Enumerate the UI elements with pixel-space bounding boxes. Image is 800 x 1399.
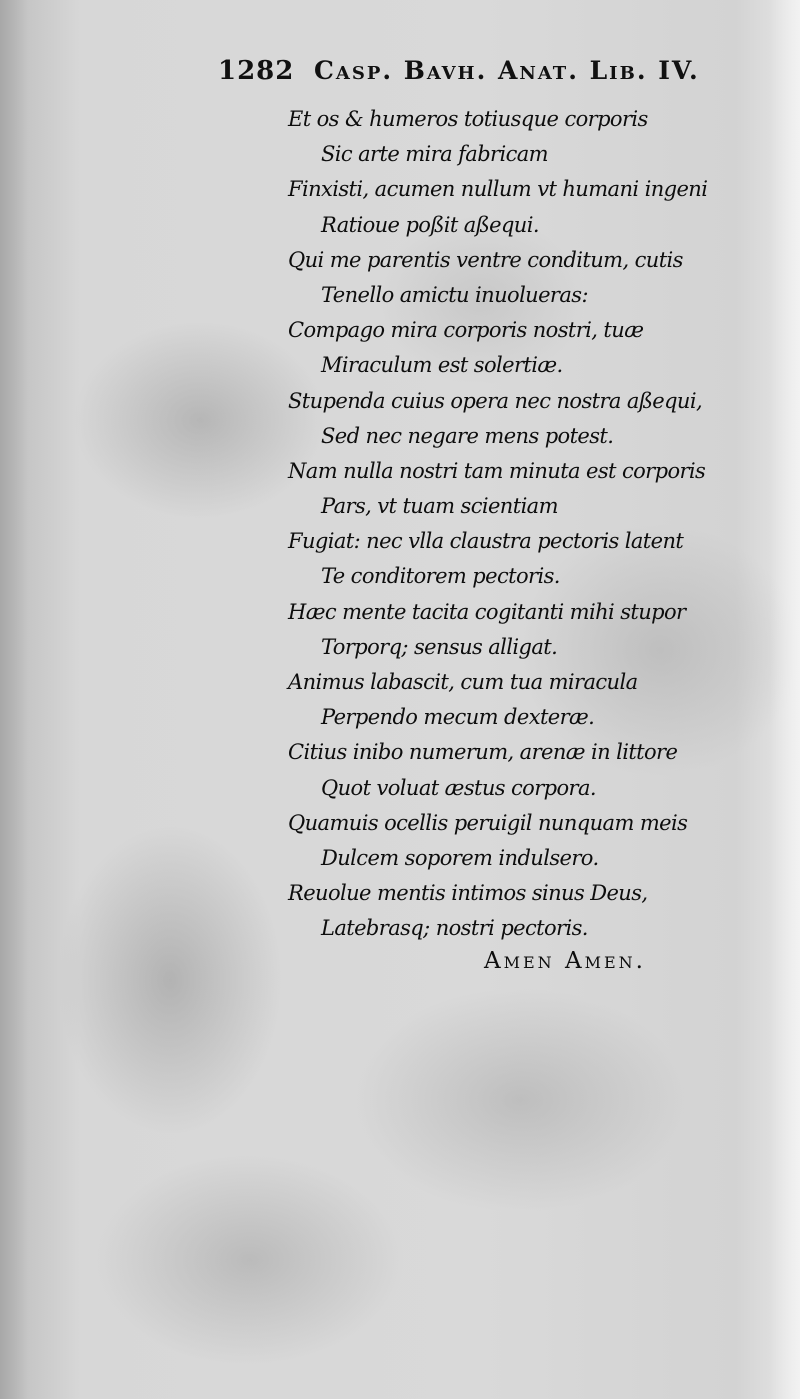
poem-line: Miraculum est solertiæ. bbox=[321, 353, 563, 378]
gutter-shadow bbox=[0, 0, 28, 1399]
poem-line: Quot voluat æstus corpora. bbox=[321, 775, 596, 800]
poem-line: Finxisti, acumen nullum vt humani ingeni bbox=[288, 177, 708, 202]
poem-line: Tenello amictu inuolueras: bbox=[321, 282, 588, 307]
poem-line: Pars, vt tuam scientiam bbox=[321, 494, 558, 519]
poem-line: Latebrasq; nostri pectoris. bbox=[321, 916, 588, 941]
running-title: Casp. Bavh. Anat. Lib. IV. bbox=[314, 56, 700, 85]
poem-line: Citius inibo numerum, arenæ in littore bbox=[288, 740, 678, 765]
poem-line: Fugiat: nec vlla claustra pectoris latent bbox=[288, 529, 684, 554]
poem-line: Perpendo mecum dexteræ. bbox=[321, 705, 595, 730]
poem-line: Sic arte mira fabricam bbox=[321, 142, 548, 167]
closing-amen: Amen Amen. bbox=[484, 948, 646, 974]
page-number: 1282 bbox=[218, 56, 295, 86]
poem-text bbox=[288, 102, 718, 947]
poem-line: Quamuis ocellis peruigil nunquam meis bbox=[288, 810, 688, 835]
poem-line: Sed nec negare mens potest. bbox=[321, 423, 614, 448]
poem-line: Reuolue mentis intimos sinus Deus, bbox=[288, 881, 648, 906]
poem-line: Et os & humeros totiusque corporis bbox=[288, 107, 648, 131]
running-head bbox=[218, 52, 738, 102]
poem-line: Ratioue poßit aßequi. bbox=[321, 212, 539, 237]
poem-line: Animus labascit, cum tua miracula bbox=[288, 670, 638, 694]
poem-line: Torporq; sensus alligat. bbox=[321, 634, 558, 659]
poem-line: Qui me parentis ventre conditum, cutis bbox=[288, 247, 683, 272]
poem-line: Dulcem soporem indulsero. bbox=[321, 845, 599, 870]
poem-line: Nam nulla nostri tam minuta est corporis bbox=[288, 458, 706, 483]
poem-line: Compago mira corporis nostri, tuæ bbox=[288, 318, 644, 343]
poem-line: Te conditorem pectoris. bbox=[321, 564, 560, 589]
poem-line: Stupenda cuius opera nec nostra aßequi, bbox=[288, 388, 703, 413]
poem-line: Hæc mente tacita cogitanti mihi stupor bbox=[288, 599, 686, 624]
page-edge bbox=[770, 0, 800, 1399]
